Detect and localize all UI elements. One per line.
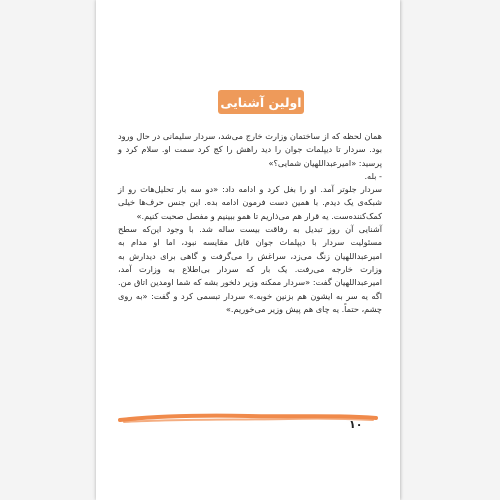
page-number: ۱۰ <box>349 418 363 431</box>
body-text <box>118 130 382 316</box>
paragraph: - بله. <box>364 170 382 181</box>
brush-stroke-divider <box>118 410 380 426</box>
paragraph: آشنایی آن روز تبدیل به رفاقت بیست ساله شد. با وجود این‌که سطح مسئولیت سردار با دیپلمات جوان قابل مقایسه نبود، اما او مدام به امیرعبداللهیان زنگ می‌زد، سراغش را می‌گرفت و گاهی برای دیدارش به وزارت خارجه می‌رفت. یک بار که سردار بی‌اطلاع به وزارت آمد، امیرعبداللهیان گفت: «سردار ممکنه وزیر دلخور بشه که شما اومدین اتاق من. اگه یه سر به ایشون هم بزنین خوبه.» سردار تبسمی کرد و گفت: «به روی چشم، حتماً. یه چای هم پیش وزیر می‌خوریم.» <box>118 224 382 314</box>
paragraph: همان لحظه که از ساختمان وزارت خارج می‌شد، سردار سلیمانی در حال ورود بود. سردار تا دیپلمات جوان را دید راهش را کج کرد سمت او. سلام کرد و پرسید: «امیرعبداللهیان شمایی؟» <box>118 131 382 168</box>
chapter-title: اولین آشنایی <box>218 90 304 114</box>
paragraph: سردار جلوتر آمد. او را بغل کرد و ادامه داد: «دو سه بار تحلیل‌هات رو از شبکه‌ی یک دیدم. با همین دست فرمون ادامه بده. این جنس حرف‌ها خیلی کمک‌کننده‌ست. یه قرار هم می‌ذاریم تا همو ببینیم و مفصل صحبت کنیم.» <box>118 184 382 221</box>
